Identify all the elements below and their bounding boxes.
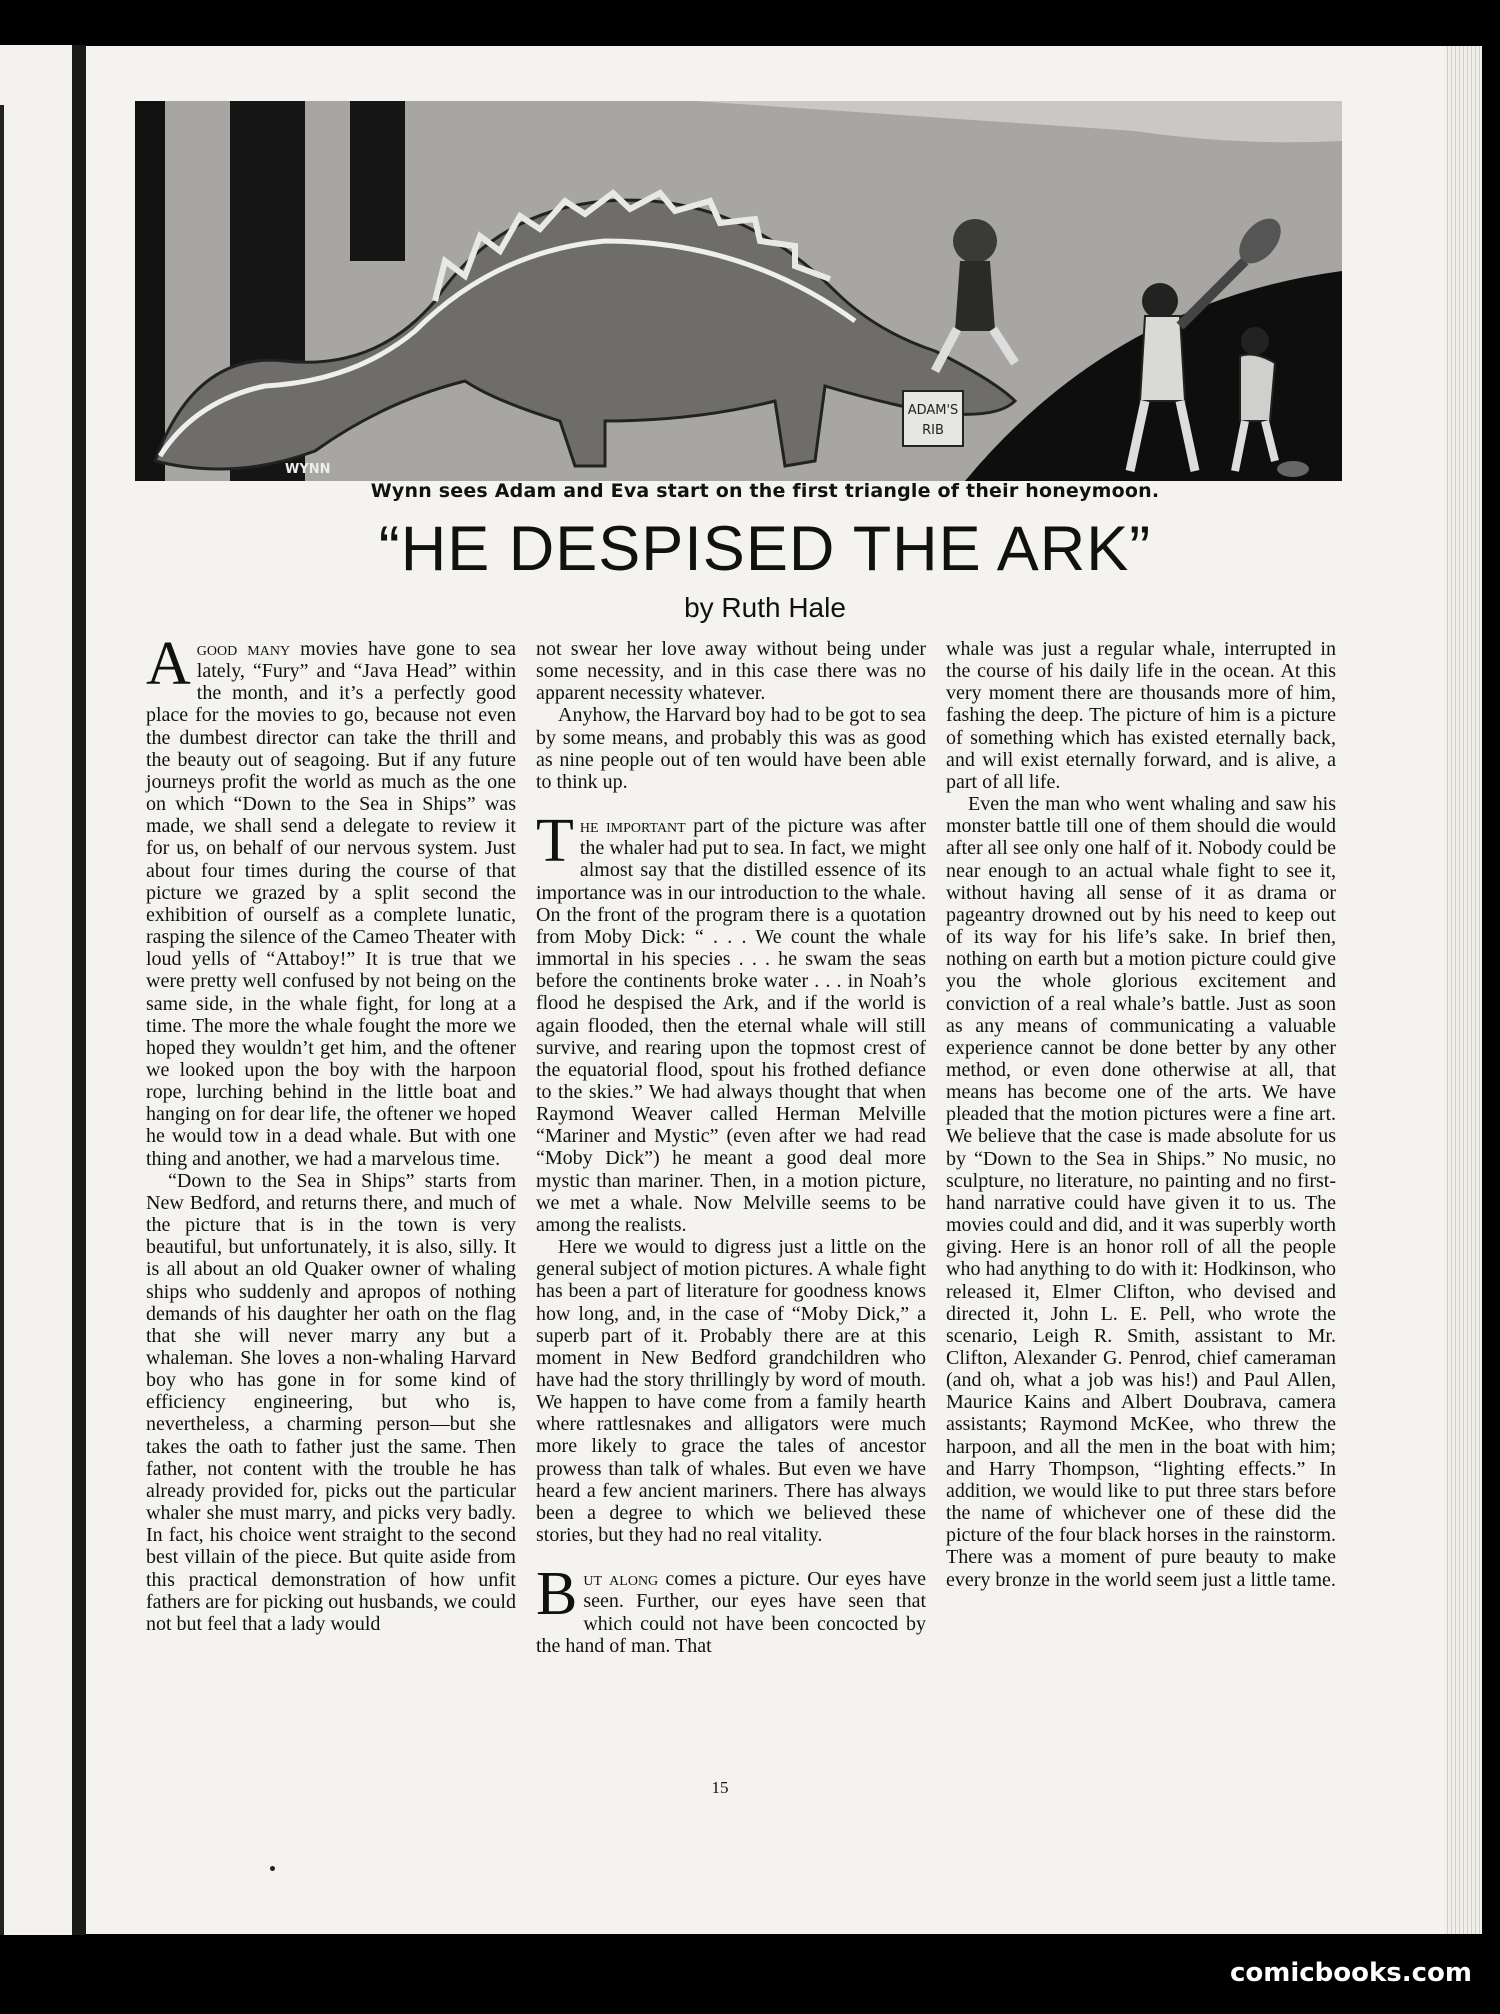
paragraph: “Down to the Sea in Ships” starts from New Bedford, and returns there, and much of the picture that is in the town is very beautiful, but unfortunately, it is also, silly. It is all about an old Quaker owner of whaling ships who suddenly and apropos of nothing demands of his daughter her oath on the flag that she will never marry any but a whaleman. She loves a non-whaling Harvard boy who has gone in for some kind of efficiency engineering, but who is, nevertheless, a charming person—but she takes the oath to father just the same. Then father, not content with the trouble he has already provided for, picks out the particular whaler she must marry, and picks very badly. In fact, his choice went straight to the second best villain of the piece. But quite aside from this practical demonstration of how unfit fathers are for picking out husbands, we could not but feel that a lady would bbox=[146, 1169, 516, 1635]
site-watermark: comicbooks.com bbox=[1229, 1958, 1472, 1988]
paragraph-text: comes a picture. Our eyes have seen. Further, our eyes have seen that which could not have been concocted by the hand of man. That bbox=[536, 1568, 926, 1657]
paragraph: Here we would to digress just a little on the general subject of motion pictures. A whale fight has been a part of literature for goodness knows how long, and, in the case of “Moby Dick,” a superb part of it. Probably there are at this moment in New Bedford grandchildren who have had the story thrillingly by word of mouth. We happen to have come from a family hearth where rattlesnakes and alligators were much more likely to grace the tales of ancestor prowess than talk of whales. But even we have heard a few ancient mariners. There has always been a degree to which we believed these stories, but they had no real vitality. bbox=[536, 1236, 926, 1547]
lead-in: ut along bbox=[583, 1568, 659, 1591]
sign-text-line2: RIB bbox=[922, 423, 944, 438]
text-column-1 bbox=[146, 630, 516, 1635]
paragraph bbox=[536, 807, 926, 1236]
paragraph-text: part of the picture was after the whaler had put to sea. In fact, we might almost say that the distilled essence of its importance was in our introduction to the whale. On the front of the program there is a quotation from Moby Dick: “ . . . We count the whale immortal in his species . . . he swam the seas before the continents broke water . . . in Noah’s flood he despised the Ark, and if the world is again flooded, then the eternal whale will still survive, and rearing upon the topmost crest of the equatorial flood, spout his frothed defiance to the skies.” We had always thought that when Raymond Weaver called Herman Melville “Mariner and Mystic” (even after we had read “Moby Dick”) he meant a good deal more mystic than mariner. Then, in a motion picture, we met a whale. Now Melville seems to be among the realists. bbox=[536, 815, 926, 1236]
paragraph: not swear her love away without being under some necessity, and in this case there was no apparent necessity whatever. bbox=[536, 638, 926, 705]
illustration-caption: Wynn sees Adam and Eva start on the first triangle of their honeymoon. bbox=[370, 480, 1160, 502]
paragraph bbox=[146, 630, 516, 1170]
paragraph bbox=[536, 1560, 926, 1657]
header-illustration bbox=[135, 101, 1342, 481]
artist-signature: WYNN bbox=[285, 462, 331, 477]
paragraph: Even the man who went whaling and saw his monster battle till one of them should die would after all see only one half of it. Nobody could be near enough to an actual whale fight to see it, without having all sense of it as drama or pageantry drowned out by his need to keep out of its way for his life’s sake. In brief then, nothing on earth but a motion picture could give you the whole glorious excitement and conviction of a real whale’s battle. Just as soon as any means of communicating a valuable experience cannot be done better by any other method, or even done otherwise at all, that means has become one of the arts. We have pleaded that the motion pictures were a fine art. We believe that the case is made absolute for us by “Down to the Sea in Ships.” No music, no sculpture, no literature, no painting and no first-hand narrative could have given it to us. The movies could and did, and it was superbly worth giving. Here is an honor roll of all the people who had anything to do with it: Hodkinson, who released it, Elmer Clifton, who devised and directed it, John L. E. Pell, who wrote the scenario, Leigh R. Smith, assistant to Mr. Clifton, Alexander G. Penrod, chief cameraman (and oh, what a job was his!) and Paul Allen, Maurice Kains and Albert Doubrava, camera assistants; Raymond McKee, who threw the harpoon, and all the men in the boat with him; and Harry Thompson, “lighting effects.” In addition, we would like to put three stars before the name of whichever one of these did the picture of the four black horses in the rainstorm. There was a moment of pure beauty to make every bronze in the world seem just a little tame. bbox=[946, 793, 1336, 1591]
left-page-rule bbox=[0, 105, 4, 1935]
sign-text-line1: ADAM'S bbox=[907, 403, 959, 418]
text-column-2 bbox=[536, 638, 926, 1657]
lead-in: he important bbox=[579, 815, 686, 838]
text-column-3 bbox=[946, 638, 1336, 1591]
drop-cap: B bbox=[536, 1560, 578, 1629]
page-stack-edge bbox=[1444, 46, 1482, 1934]
article-byline: by Ruth Hale bbox=[684, 592, 846, 623]
book-gutter bbox=[72, 45, 86, 1935]
paragraph-text: movies have gone to sea lately, “Fury” and “Java Head” within the month, and it’s a perfectly good place for the movies to go, because not even the dumbest director can take the thrill and the beauty out of seagoing. But if any future journeys profit the world as much as the one on which “Down to the Sea in Ships” was made, we shall send a delegate to review it for us, on behalf of our nervous system. Just about four times during the course of that picture we grazed by a split second the exhibition of ourself as a complete lunatic, rasping the silence of the Cameo Theater with loud yells of “Attaboy!” It is true that we were pretty well confused by not being on the same side, in the whale fight, for long at a time. The more the whale fought the more we hoped they wouldn’t get him, and the oftener we looked upon the boy with the harpoon rope, lurching behind in the little boat and hanging on for dear life, the oftener we hoped he would tow in a dead whale. But with one thing and another, we had a marvelous time. bbox=[146, 638, 516, 1170]
lead-in: good many bbox=[196, 638, 291, 660]
left-page-edge bbox=[0, 45, 72, 1935]
paragraph: whale was just a regular whale, interrupted in the course of his daily life in the ocean. At this very moment there are thousands more of him, fashing the deep. The picture of him is a picture of something which has existed eternally back, and will exist eternally forward, and is alive, a part of all life. bbox=[946, 638, 1336, 793]
drop-cap: T bbox=[536, 807, 574, 876]
page-number: 15 bbox=[711, 1778, 729, 1797]
drop-cap: A bbox=[146, 630, 191, 698]
print-speck bbox=[270, 1866, 275, 1871]
paragraph: Anyhow, the Harvard boy had to be got to sea by some means, and probably this was as good as nine people out of ten would have been able to think up. bbox=[536, 704, 926, 793]
article-title: “HE DESPISED THE ARK” bbox=[378, 514, 1152, 584]
